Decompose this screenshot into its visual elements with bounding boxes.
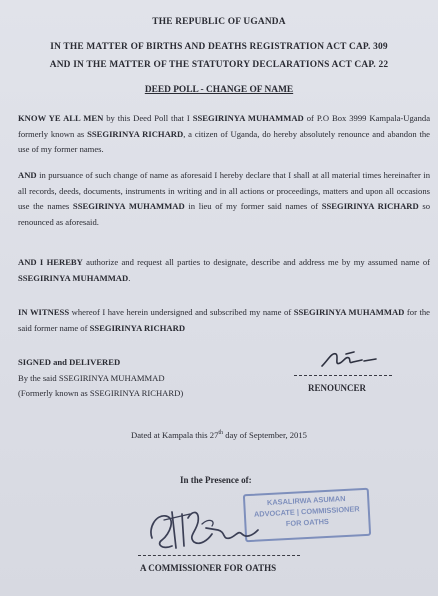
- signed-by-prefix: By the said: [18, 373, 59, 383]
- commissioner-signature-line: [138, 555, 300, 556]
- dated-suffix: day of September, 2015: [223, 430, 307, 440]
- dated-prefix: Dated at Kampala this 27: [131, 430, 219, 440]
- renouncer-signature: [318, 348, 380, 372]
- signed-by-name: SSEGIRINYA MUHAMMAD: [58, 373, 165, 383]
- p4-text2: for the said former name of: [18, 307, 430, 333]
- p3-new-name: SSEGIRINYA MUHAMMAD: [18, 272, 129, 283]
- commissioner-label: A COMMISSIONER FOR OATHS: [140, 563, 277, 573]
- p4-old-name: SSEGIRINYA RICHARD: [89, 322, 186, 333]
- renouncer-signature-line: [294, 375, 392, 376]
- signed-by-line: [18, 373, 165, 383]
- p2-old-name: SSEGIRINYA RICHARD: [321, 201, 419, 211]
- p2-lead: AND: [18, 170, 37, 180]
- stamp-line-title: ADVOCATE | COMMISSIONER: [253, 504, 360, 519]
- p3-text2: .: [128, 272, 131, 283]
- p2-text2: in lieu of my former said names of: [184, 201, 322, 211]
- dated-line: [0, 430, 438, 440]
- dated-ordinal: th: [218, 430, 224, 437]
- p2-text1: in pursuance of such change of name as aforesaid I hereby declare that I shall at all material times hereinafter in all records, deeds, documents, instruments in writing and in all actions or proceedings, matters and upon all occasions use the names: [18, 170, 430, 211]
- in-presence-label: In the Presence of:: [180, 475, 252, 485]
- signed-delivered-heading: SIGNED and DELIVERED: [18, 357, 121, 367]
- document-title: DEED POLL - CHANGE OF NAME: [144, 85, 294, 95]
- renouncer-label: RENOUNCER: [308, 383, 367, 393]
- paragraph-in-witness: [18, 305, 430, 336]
- p1-text1: by this Deed Poll that I: [103, 113, 193, 123]
- p1-text3: , a citizen of Uganda, do hereby absolutely renounce and abandon the use of my former names.: [18, 128, 430, 154]
- p4-lead: IN WITNESS: [18, 307, 70, 317]
- commissioner-signature: [142, 500, 272, 560]
- header-births-act: IN THE MATTER OF BIRTHS AND DEATHS REGISTRATION ACT CAP. 309: [50, 42, 388, 52]
- p1-new-name: SSEGIRINYA MUHAMMAD: [192, 113, 304, 123]
- p1-text2: of P.O Box 3999 Kampala-Uganda formerly known as: [18, 113, 431, 139]
- paragraph-know-ye: [18, 111, 430, 158]
- header-declarations-act: AND IN THE MATTER OF THE STATUTORY DECLARATIONS ACT CAP. 22: [49, 60, 389, 70]
- p1-old-name: SSEGIRINYA RICHARD: [87, 128, 184, 139]
- formerly-known-line: (Formerly known as SSEGIRINYA RICHARD): [18, 388, 184, 398]
- paragraph-and-pursuance: [18, 168, 430, 230]
- stamp-line-oaths: FOR OATHS: [285, 516, 330, 529]
- header-republic: THE REPUBLIC OF UGANDA: [152, 17, 286, 27]
- paragraph-hereby-authorize: [18, 255, 430, 286]
- p3-lead: AND I HEREBY: [18, 257, 83, 267]
- p1-lead: KNOW YE ALL MEN: [18, 113, 104, 123]
- p4-new-name: SSEGIRINYA MUHAMMAD: [293, 307, 405, 317]
- p2-new-name: SSEGIRINYA MUHAMMAD: [72, 201, 185, 211]
- p4-text1: whereof I have herein undersigned and subscribed my name of: [69, 307, 294, 317]
- p3-text1: authorize and request all parties to designate, describe and address me by my assumed name of: [82, 257, 430, 267]
- p2-text3: so renounced as aforesaid.: [18, 201, 430, 227]
- stamp-line-name: KASALIRWA ASUMAN: [266, 493, 346, 508]
